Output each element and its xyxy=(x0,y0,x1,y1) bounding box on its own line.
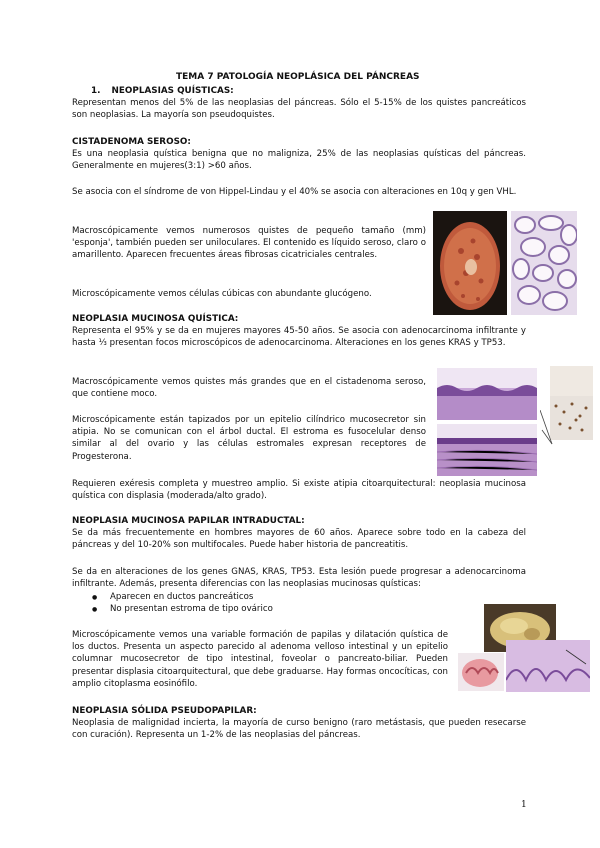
mucinosa-paragraph-4: Requieren exéresis completa y muestreo amplio. Si existe atipia citoarquitectural: neoplasia mucinosa quística con displasia (moderada/alto grado). xyxy=(72,479,526,502)
list-item: ● Aparecen en ductos pancreáticos xyxy=(110,591,430,603)
mucinosa-paragraph-3: Microscópicamente están tapizados por un epitelio cilíndrico mucosecretor sin atipia. No se comunican con el árbol ductal. El estroma es fusocelular denso similar al del ovario y las células estromales expresan receptores de Progesterona. xyxy=(72,415,426,462)
cistadenoma-paragraph-2: Se asocia con el síndrome de von Hippel-Lindau y el 40% se asocia con alteraciones en 10q y gen VHL. xyxy=(72,187,517,197)
section1-intro: Representan menos del 5% de las neoplasias del páncreas. Sólo el 5-15% de los quistes pancreáticos son neoplasias. La mayoría son pseudoquistes. xyxy=(72,98,526,121)
mucinosa-paragraph-1: Representa el 95% y se da en mujeres mayores 45-50 años. Se asocia con adenocarcinoma infiltrante y hasta ⅓ presentan focos microscópicos de adenocarcinoma. Alteraciones en los genes KRAS y TP53. xyxy=(72,326,526,349)
page-number: 1 xyxy=(521,800,527,810)
papilar-paragraph-2: Se da en alteraciones de los genes GNAS, KRAS, TP53. Esta lesión puede progresar a adenocarcinoma infiltrante. Además, presenta diferencias con las neoplasias mucinosas quísticas: xyxy=(72,567,526,590)
papilar-paragraph-1: Se da más frecuentemente en hombres mayores de 60 años. Aparece sobre todo en la cabeza del páncreas y del 10-20% son multifocales. Puede haber historia de pancreatitis. xyxy=(72,528,526,551)
heading-neoplasia-mucinosa-papilar-intraductal: NEOPLASIA MUCINOSA PAPILAR INTRADUCTAL: xyxy=(72,516,305,526)
list-item: ● No presentan estroma de tipo ovárico xyxy=(110,603,430,615)
micrograph-mucinous-epithelium-image xyxy=(437,368,537,420)
micrograph-ipmn-papillae-image xyxy=(506,640,590,692)
solida-paragraph-1: Neoplasia de malignidad incierta, la mayoría de curso benigno (raro metástasis, que pueden resecarse con curación). Representa un 1-2% de las neoplasias del páncreas. xyxy=(72,718,526,741)
papilar-paragraph-3: Microscópicamente vemos una variable formación de papilas y dilatación quística de los ductos. Presenta un aspecto parecido al adenoma velloso intestinal y un epitelio columnar mucosecretor de tipo intestinal, foveolar o pancreato-biliar. Pueden presentar displasia citoarquitectural, que debe graduarse. Hay formas oncocíticas, con amplio citoplasma eosinófilo. xyxy=(72,630,448,689)
cistadenoma-paragraph-4: Microscópicamente vemos células cúbicas con abundante glucógeno. xyxy=(72,289,372,299)
heading-neoplasia-mucinosa-quistica: NEOPLASIA MUCINOSA QUÍSTICA: xyxy=(72,314,239,324)
heading-cistadenoma-seroso: CISTADENOMA SEROSO: xyxy=(72,137,191,147)
pointer-lines-decoration xyxy=(540,410,554,450)
heading-neoplasia-solida-pseudopapilar: NEOPLASIA SÓLIDA PSEUDOPAPILAR: xyxy=(72,706,257,716)
papilar-differences-list xyxy=(110,591,430,615)
immunostain-progesterone-image xyxy=(550,366,593,440)
cistadenoma-paragraph-1: Es una neoplasia quística benigna que no maligniza, 25% de las neoplasias quísticas del páncreas. Generalmente en mujeres(3:1) >60 años. xyxy=(72,149,526,172)
gross-specimen-papillae-image xyxy=(458,653,504,691)
micrograph-ovarian-stroma-image xyxy=(437,424,537,476)
page-title: TEMA 7 PATOLOGÍA NEOPLÁSICA DEL PÁNCREAS xyxy=(176,72,420,82)
gross-specimen-serous-cystadenoma-image xyxy=(433,211,507,315)
mucinosa-paragraph-2: Macroscópicamente vemos quistes más grandes que en el cistadenoma seroso, que contiene moco. xyxy=(72,377,426,400)
section-heading-neoplasias-quisticas xyxy=(91,85,234,97)
section-number: 1. xyxy=(91,86,101,96)
micrograph-serous-cystadenoma-image xyxy=(511,211,577,315)
cistadenoma-paragraph-3: Macroscópicamente vemos numerosos quistes de pequeño tamaño (mm) 'esponja', también pueden ser uniloculares. El contenido es líquido seroso, claro o amarillento. Aparecen frecuentes áreas fibrosas cicatriciales centrales. xyxy=(72,226,426,261)
section-heading-text: NEOPLASIAS QUÍSTICAS: xyxy=(111,86,234,96)
